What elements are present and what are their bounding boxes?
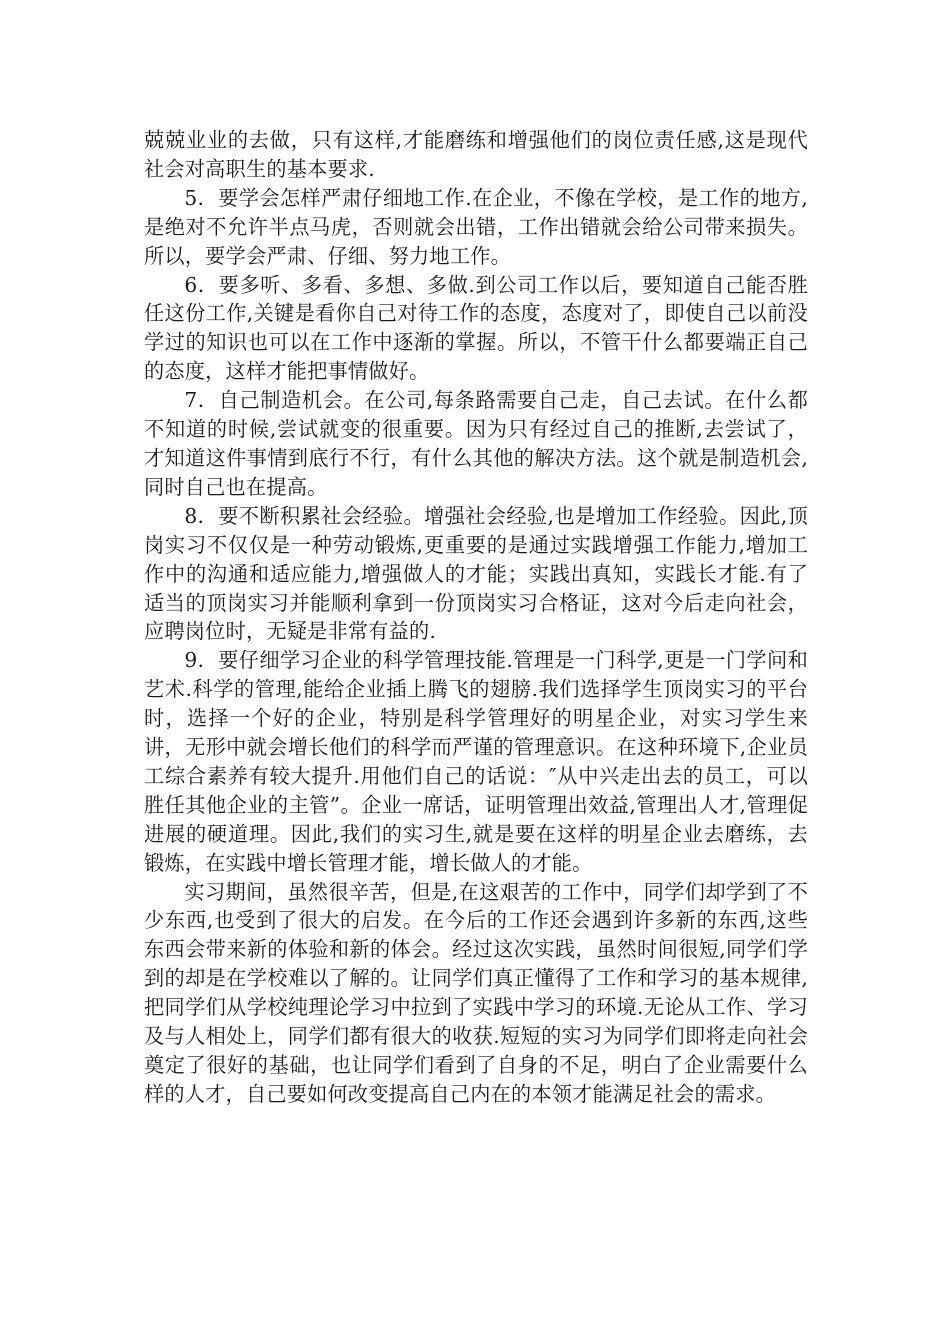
paragraph-summary: 实习期间，虽然很辛苦，但是,在这艰苦的工作中，同学们却学到了不少东西,也受到了很大的启发。在今后的工作还会遇到许多新的东西,这些东西会带来新的体验和新的体会。经过这次实践，虽然时间很短,同学们学到的却是在学校难以了解的。让同学们真正懂得了工作和学习的基本规律,把同学们从学校纯理论学习中拉到了实践中学习的环境.无论从工作、学习及与人相处上，同学们都有很大的收获.短短的实习为同学们即将走向社会奠定了很好的基础，也让同学们看到了自身的不足，明白了企业需要什么样的人才，自己要如何改变提高自己内在的本领才能满足社会的需求。 [144,879,808,1106]
paragraph-item-5: 5．要学会怎样严肃仔细地工作.在企业，不像在学校，是工作的地方,是绝对不允许半点马虎，否则就会出错，工作出错就会给公司带来损失。所以，要学会严肃、仔细、努力地工作。 [144,185,808,268]
paragraph-item-6: 6．要多听、多看、多想、多做.到公司工作以后，要知道自己能否胜任这份工作,关键是看你自己对待工作的态度，态度对了，即使自己以前没学过的知识也可以在工作中逐渐的掌握。所以，不管干什么都要端正自己的态度，这样才能把事情做好。 [144,272,808,384]
paragraph-continuation: 兢兢业业的去做，只有这样,才能磨练和增强他们的岗位责任感,这是现代社会对高职生的基本要求. [144,128,808,181]
paragraph-item-9: 9．要仔细学习企业的科学管理技能.管理是一门科学,更是一门学问和艺术.科学的管理,能给企业插上腾飞的翅膀.我们选择学生顶岗实习的平台时，选择一个好的企业，特别是科学管理好的明星企业，对实习学生来讲，无形中就会增长他们的科学而严谨的管理意识。在这种环境下,企业员工综合素养有较大提升.用他们自己的话说：″从中兴走出去的员工，可以胜任其他企业的主管”。企业一席话，证明管理出效益,管理出人才,管理促进展的硬道理。因此,我们的实习生,就是要在这样的明星企业去磨练，去锻炼，在实践中增长管理才能，增长做人的才能。 [144,648,808,875]
paragraph-item-8: 8．要不断积累社会经验。增强社会经验,也是增加工作经验。因此,顶岗实习不仅仅是一种劳动锻炼,更重要的是通过实践增强工作能力,增加工作中的沟通和适应能力,增强做人的才能；实践出真知，实践长才能.有了适当的顶岗实习并能顺利拿到一份顶岗实习合格证，这对今后走向社会，应聘岗位时，无疑是非常有益的. [144,503,808,644]
document-body [144,126,808,1109]
paragraph-item-7: 7．自己制造机会。在公司,每条路需要自己走，自己去试。在什么都不知道的时候,尝试就变的很重要。因为只有经过自己的推断,去尝试了，才知道这件事情到底行不行，有什么其他的解决方法。这个就是制造机会,同时自己也在提高。 [144,388,808,499]
